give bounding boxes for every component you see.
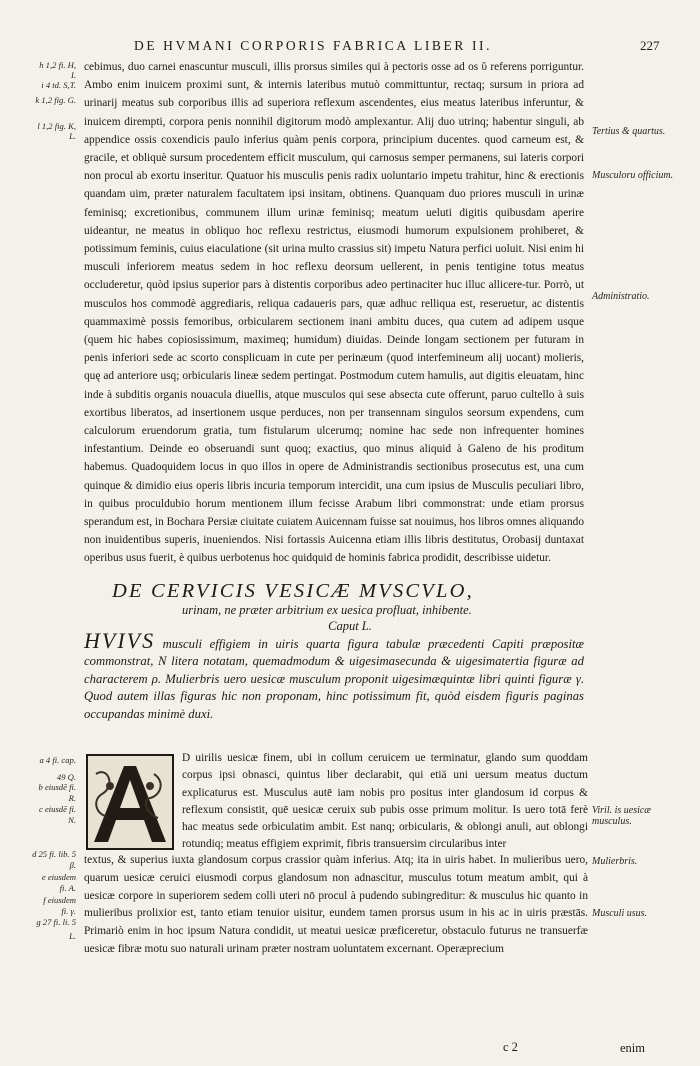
right-note: Musculoru officium.	[592, 170, 674, 181]
right-note: Viril. is uesicæ musculus.	[592, 805, 651, 827]
body-below-initial-text: textus, & superius iuxta glandosum corpus crassior quàm inferius. Atq; ita in uiris habet. In mulieribus uero, quarum uesicæ ceruici eiusmodi corpus glandosum non adnascitur, musculus totum meatum ambit, qui à uesicæ corpore in superiorem sedem colli uteri nō procul à pudendo subingreditur: & musculus hic quanto in mulieribus prolixior est, tanto etiam tenuior uisitur, eundem tamen prorsus usum in his ac in uiris præstās. Primariò enim in hoc ipsum Natura condidit, ut meatui uesicæ præficeretur, obstaculo futurus ne transuerfæ uesicæ fibræ motu suo naturali urinam præter nostram uoluntatem excernant. Operæprecium	[84, 854, 588, 955]
initial-illustration	[88, 756, 172, 848]
left-note: β.	[69, 860, 76, 870]
intro-text: musculi effigiem in uiris quarta figura tabulæ præcedenti Capiti præpositæ commonstrat, N litera notatam, quemadmodum & uigesimasecunda & uigesimatertia figuræ ad characterem ρ. Mulierbris uero uesicæ musculum proponit uigesimæquintæ libri quinti figuræ γ. Quod autem illas figuras hic non proponam, hinc potissimum fit, quòd eisdem figuris paginas occupandas minimè duxi.	[84, 637, 585, 721]
body-below-initial	[84, 852, 588, 959]
chapter-intro	[84, 628, 585, 723]
catchword: enim	[620, 1041, 645, 1055]
left-note: e eiusdem	[41, 872, 76, 882]
left-note: fi. A.	[59, 883, 76, 893]
left-margin-notes	[0, 0, 84, 1066]
intro-lead-word: HVIVS	[84, 628, 156, 653]
right-note: Tertius & quartus.	[592, 126, 666, 137]
right-note: Musculi usus.	[592, 908, 647, 919]
left-note: h 1,2 fi. H,	[39, 60, 76, 70]
left-note: L.	[69, 131, 76, 141]
left-note: fi. γ.	[61, 906, 76, 916]
signature-mark: c 2	[503, 1040, 518, 1054]
main-text-block	[84, 58, 584, 568]
left-note: R.	[68, 793, 76, 803]
section-title: DE CERVICIS VESICÆ MVSCVLO,	[112, 580, 474, 602]
running-title: DE HVMANI CORPORIS FABRICA LIBER II.	[134, 38, 493, 53]
left-note: f eiusdem	[43, 895, 76, 905]
main-paragraph: cebimus, duo carnei enascuntur musculi, illis prorsus similes qui à pectoris osse ad os ῠ referens porriguntur. Ambo enim inuicem proximi sunt, & internis lateribus mutuò committuntur, rectaq; sursum in priora ad urinarij meatus sub corporibus illis ad superiora reflexum ascendentes, eius meatus lateribus inferuntur, & inuicem dirempti, corpora penis nonnihil digitorum modò amplexantur. Alij duo utrinq; habentur singuli, ab appendice ossis coxendicis paulo inferius quàm penis corpora, principium ducentes. quod carneum est, & gracile, et obliquè sursum procedentem efficit musculum, qui carnosus semper permanens, sui lateris corpori non procul ab exortu inseritur. Quatuor his musculis penis radix uoluntario impetu trahitur, hinc & erectionis quandam uim, præter naturalem facultatem ipsi insitam, obtinens. Quanquam duo priores musculi in urinæ feminisq; excretionibus, communem illum urinæ feminisq; meatum ueluti digitis quibusdam aperire uideantur, ne meatus in obliquo hoc reflexu restrictus, eiusmodi humorum expulsionem prohiberet, & potissimum feminis, cuius eiaculatione (sit urina multo crassius sit) impetu Natura perfici uoluit. Nisi enim hi musculi inferiorem meatus sedem in hoc reflexu deorsum uellerent, in penis tentigine totus meatus occluderetur, quòd ipsius superior pars à distentis corporibus adeo pertinaciter huc illuc allicere-tur. Porrò, ut musculos hos commodè aggrediaris, reliqua cadaueris pars, quæ adhuc relliqua est, reseruetur, ac distentis quammaximè possis femoribus, orbicularem sectionem inani ambitu duces, qua cutem ad adipem usque (quem hic habes copiosissimum, maximeq; humidum) diuidas. Deinde longam sectionem per futuram in penis inferiori sede ac scorto consplicuam in cute per perinæum (quod interfemineum alij uocant) molieris, quę ad anteriore usq; orbicularis lineæ sedem pertingat. Postmodum cutem hamulis, aut digitis eleuatam, hinc inde à subditis organis nouacula diuellis, atque musculos qui sese abseсta cute offerunt, paruo cultello à suis exortibus liberatos, ad insertionem usque perduces, non per transennam singulos seorsum expendens, cum calculorum eruendorum gratia, tum fistularum ulcerumq; nomine hac sede non infrequenter homines infestantium. Deinde eo obseruandi sunt quoq; exactius, quo minus aliquid à Galeno de his proditum habemus. Quadoquidem locus in quo illos in opere de Administrandis sectionibus prosecutus est, una cum quinque & dimidio eius operis libris incuria temporum intercidit, una cum ipsius de Musculis peculiari libro, in quibus proculdubio horum mentionem illum fecisse Arabum libri commonstrat: unde etiam prorsus sperandum est, in Bochara Persiæ ciuitate cuiatem Auicennam fuisse sat nouimus, hos libros omnes aliquando non inuidentibus superis, inueniendos. Nisi fortassis Auicenna etiam illis libris destitutus, Orobasij duntaxat operibus usus fuerit, è quibus uerbotenus hoc quidquid de hominis fabrica prodidit, describisse uidetur.	[84, 61, 584, 565]
left-note: k 1,2 fig. G.	[35, 95, 76, 105]
body-beside-initial	[182, 750, 588, 854]
right-note: Administratio.	[592, 291, 650, 302]
left-note: g 27 fi. li. 5	[36, 917, 76, 927]
chapter-label: Caput L.	[328, 619, 372, 633]
left-note: i 4 td. S,T.	[41, 80, 76, 90]
right-margin-notes	[592, 0, 692, 1066]
section-subtitle: urinam, ne præter arbitrium ex uesica profluat, inhibente.	[182, 603, 472, 617]
left-note: 49 Q.	[56, 772, 76, 782]
body-beside-initial-text: D uirilis uesicæ finem, ubi in collum ceruicem ue terminatur, glando sum quoddam corpus ipsi obnasci, quintus liber declarabit, qui etiä uni uersum meatus ductum explicaturus est. Musculus autē iam nobis pro positus inter glandosum id corpus & reflexum consistit, quē uesicæ ceruix sub pubis osse primum molitur. Is uero totā ferè hac meatus sede orbiculatim ambit. Est nanq; orbicularis, & oblongi anuli, aut oblongi rotundiq; meatus effigiem exprimit, fibris transuersim circularibus inter	[182, 752, 588, 851]
left-note: d 25 fi. lib. 5	[32, 849, 76, 859]
left-note: c eiusdē fi.	[39, 804, 76, 814]
decorated-initial	[86, 754, 174, 850]
left-note: l 1,2 fig. K,	[37, 121, 76, 131]
left-note: L.	[69, 931, 76, 941]
page-number: 227	[640, 38, 660, 53]
left-note: I.	[70, 70, 76, 80]
left-note: N.	[68, 815, 76, 825]
left-note: a 4 fi. cap.	[39, 755, 76, 765]
left-note: b eiusdē fi.	[38, 782, 76, 792]
right-note: Mulierbris.	[592, 856, 638, 867]
